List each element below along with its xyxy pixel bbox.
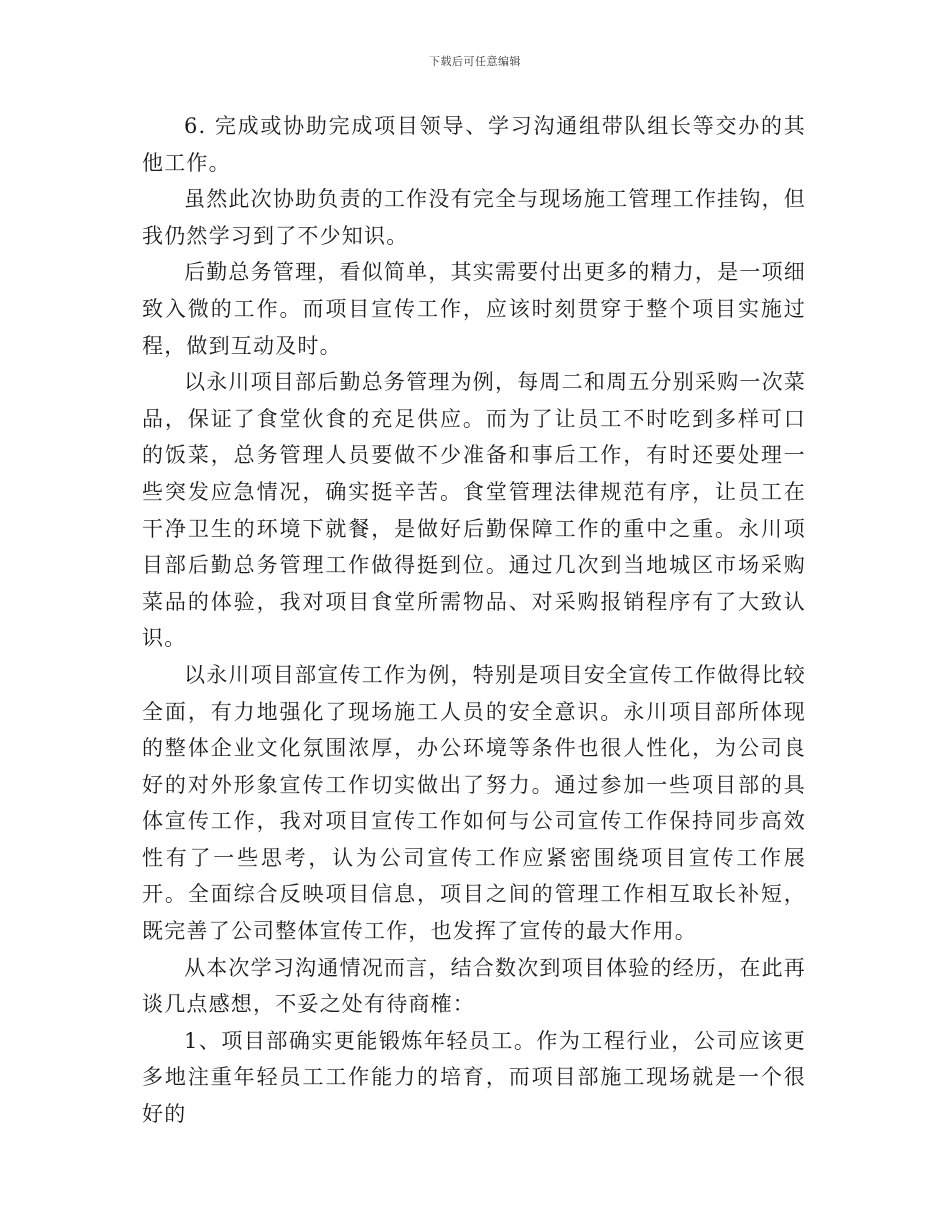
paragraph-reflections-intro: 从本次学习沟通情况而言，结合数次到项目体验的经历，在此再谈几点感想，不妥之处有待商榷：	[142, 955, 806, 1017]
paragraph-logistics-example: 以永川项目部后勤总务管理为例，每周二和周五分别采购一次菜品，保证了食堂伙食的充足供应。而为了让员工不时吃到多样可口的饭菜，总务管理人员要做不少准备和事后工作，有时还要处理一些突发应急情况，确实挺辛苦。食堂管理法律规范有序，让员工在干净卫生的环境下就餐，是做好后勤保障工作的重中之重。永川项目部后勤总务管理工作做得挺到位。通过几次到当地城区市场采购菜品的体验，我对项目食堂所需物品、对采购报销程序有了大致认识。	[142, 370, 806, 651]
paragraph-learning-summary: 虽然此次协助负责的工作没有完全与现场施工管理工作挂钩，但我仍然学习到了不少知识。	[142, 187, 806, 248]
page-header: 下载后可任意编辑	[429, 55, 521, 68]
paragraph-item-6: 6. 完成或协助完成项目领导、学习沟通组带队组长等交办的其他工作。	[142, 114, 806, 175]
paragraph-publicity-example: 以永川项目部宣传工作为例，特别是项目安全宣传工作做得比较全面，有力地强化了现场施工人员的安全意识。永川项目部所体现的整体企业文化氛围浓厚，办公环境等条件也很人性化，为公司良好的对外形象宣传工作切实做出了努力。通过参加一些项目部的具体宣传工作，我对项目宣传工作如何与公司宣传工作保持同步高效性有了一些思考，认为公司宣传工作应紧密围绕项目宣传工作展开。全面综合反映项目信息，项目之间的管理工作相互取长补短，既完善了公司整体宣传工作，也发挥了宣传的最大作用。	[142, 662, 806, 944]
paragraph-reflection-1: 1、项目部确实更能锻炼年轻员工。作为工程行业，公司应该更多地注重年轻员工工作能力的培育，而项目部施工现场就是一个很好的	[142, 1028, 806, 1127]
paragraph-logistics-overview: 后勤总务管理，看似简单，其实需要付出更多的精力，是一项细致入微的工作。而项目宣传工作，应该时刻贯穿于整个项目实施过程，做到互动及时。	[142, 260, 806, 358]
document-body	[142, 108, 806, 1133]
